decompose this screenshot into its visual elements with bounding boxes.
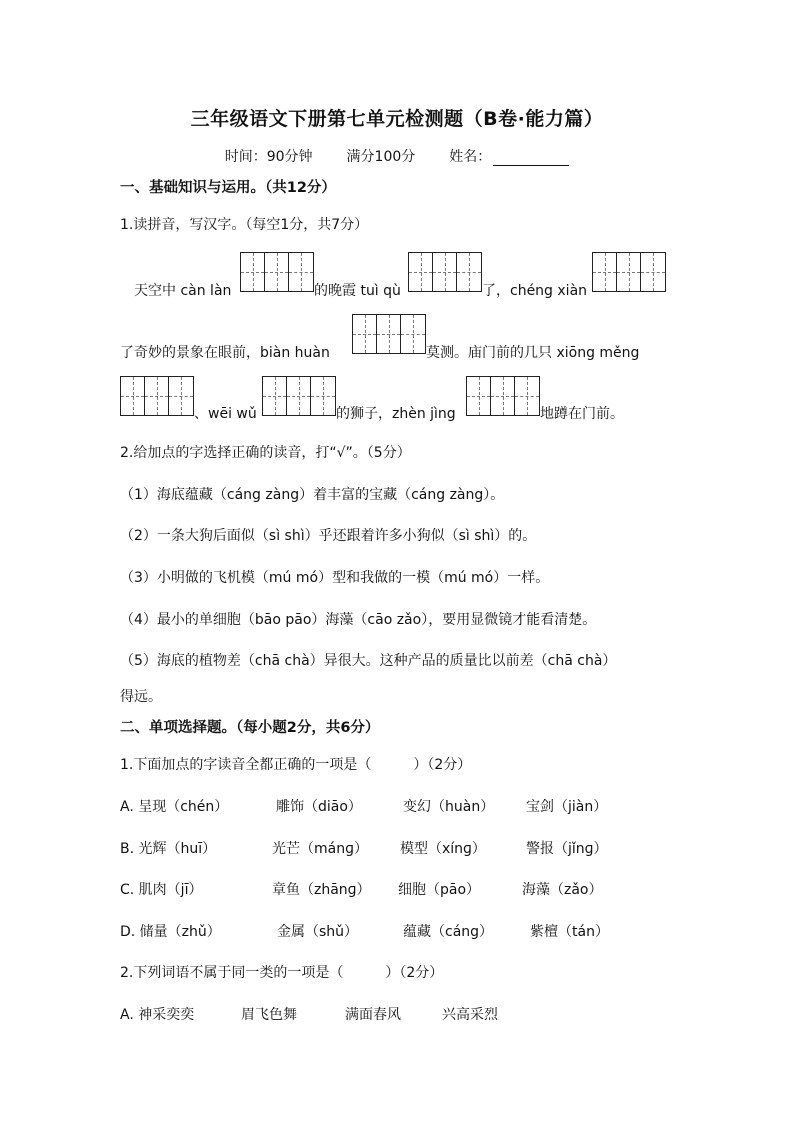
pinyin-text: 的狮子，zhèn jìng [336,406,456,422]
option-b[interactable]: B. 光辉（huī） [120,841,217,857]
character-grid[interactable] [592,252,666,292]
pinyin-text: 了，chéng xiàn [482,283,588,299]
character-grid[interactable] [352,314,426,354]
character-grid[interactable] [240,252,314,292]
option-word: 蕴藏（cáng） [403,924,494,940]
list-item: （2）一条大狗后面似（sì shì）乎还跟着许多小狗似（sì shì）的。 [120,528,537,544]
pinyin-text: 地蹲在门前。 [540,406,624,422]
section1-heading: 一、基础知识与运用。（共12分） [120,180,336,196]
option-word: 警报（jǐnɡ） [526,841,608,857]
pinyin-text: 天空中 càn làn [134,283,232,299]
option-c[interactable]: C. 肌肉（jī） [120,882,203,898]
list-item: （1）海底蕴藏（cáng zàng）着丰富的宝藏（cáng zàng）。 [120,487,505,503]
option-a[interactable]: A. 神采奕奕 [120,1007,195,1023]
exam-info [0,146,794,166]
option-d[interactable]: D. 储量（zhǔ） [120,924,221,940]
option-word: 满面春风 [345,1007,401,1023]
option-word: 雕饰（diāo） [276,799,362,815]
option-a[interactable]: A. 呈现（chén） [120,799,229,815]
option-word: 紫檀（tán） [530,924,609,940]
pinyin-text: 、wēi wǔ [194,406,257,422]
q1-prompt: 1.下面加点的字读音全都正确的一项是（ ）（2分） [120,757,472,773]
q2-prompt: 2.下列词语不属于同一类的一项是（ ）（2分） [120,965,444,981]
list-item: （4）最小的单细胞（bāo pāo）海藻（cāo zǎo），要用显微镜才能看清楚。 [120,612,597,628]
option-word: 章鱼（zhānɡ） [272,882,371,898]
character-grid[interactable] [120,376,194,416]
option-word: 变幻（huàn） [403,799,495,815]
list-item: （5）海底的植物差（chā chà）异很大。这种产品的质量比以前差（chā chà） [120,653,617,669]
name-blank[interactable] [493,151,569,166]
full-score: 满分100分 [346,149,416,165]
option-word: 兴高采烈 [442,1007,498,1023]
pinyin-text: 了奇妙的景象在眼前，biàn huàn [120,345,330,361]
pinyin-text: 的晚霞 tuì qù [314,283,401,299]
pinyin-text: 莫测。庙门前的几只 xiōng měng [426,345,640,361]
list-item: （3）小明做的飞机模（mú mó）型和我做的一模（mú mó）一样。 [120,570,550,586]
option-word: 眉飞色舞 [241,1007,297,1023]
character-grid[interactable] [262,376,336,416]
time-limit: 时间：90分钟 [224,149,313,165]
q1-prompt: 1.读拼音，写汉字。（每空1分，共7分） [120,217,369,233]
section2-heading: 二、单项选择题。（每小题2分，共6分） [120,720,380,736]
option-word: 海藻（zǎo） [522,882,603,898]
q2-prompt: 2.给加点的字选择正确的读音，打“√”。（5分） [120,445,411,461]
character-grid[interactable] [466,376,540,416]
page-title: 三年级语文下册第七单元检测题（B卷·能力篇） [190,108,604,130]
character-grid[interactable] [408,252,482,292]
list-item-continuation: 得远。 [120,689,162,705]
option-word: 模型（xínɡ） [400,841,486,857]
option-word: 宝剑（jiàn） [526,799,608,815]
option-word: 金属（shǔ） [277,924,359,940]
name-label: 姓名： [449,149,492,165]
option-word: 光芒（mánɡ） [272,841,368,857]
option-word: 细胞（pāo） [398,882,481,898]
